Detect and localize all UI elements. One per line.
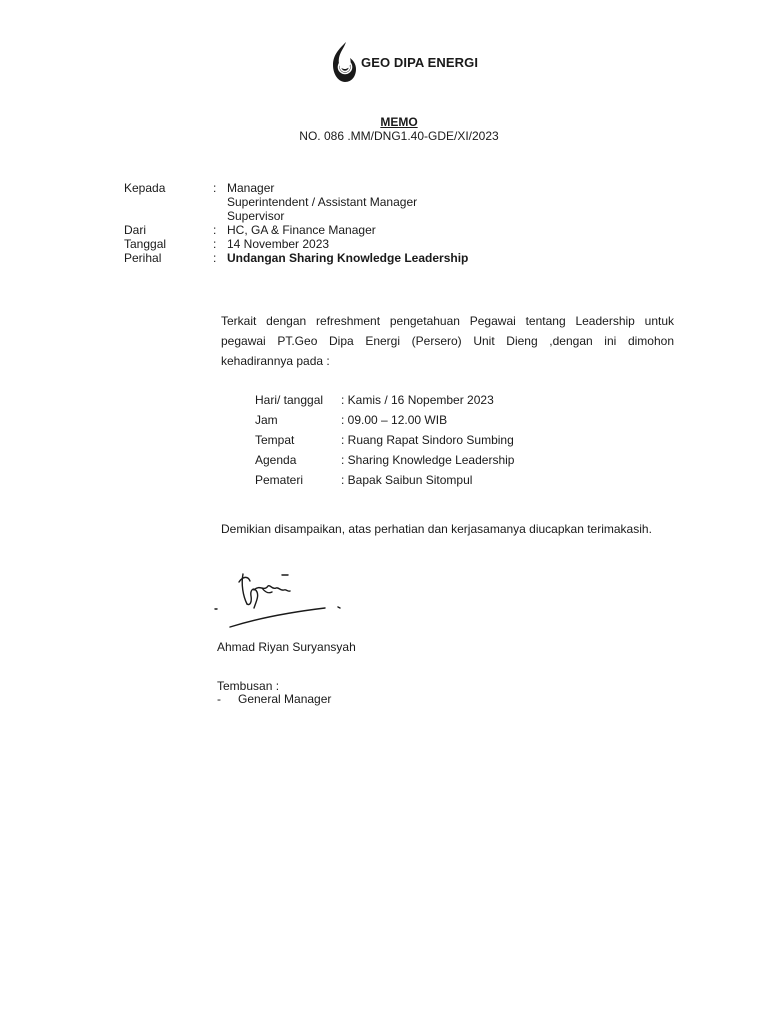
header-to-row-2 xyxy=(124,195,468,209)
detail-label: Pemateri xyxy=(255,473,304,487)
cc-label: Tembusan : xyxy=(217,679,280,693)
cc-dash: - xyxy=(217,692,221,706)
colon: : xyxy=(213,223,217,237)
colon: : xyxy=(213,181,217,195)
detail-label: Hari/ tanggal xyxy=(255,393,324,407)
handwritten-signature xyxy=(210,562,350,637)
memo-number: NO. 086 .MM/DNG1.40-GDE/XI/2023 xyxy=(299,129,499,143)
from-value: HC, GA & Finance Manager xyxy=(227,223,376,237)
geo-dipa-flame-logo-icon xyxy=(330,40,358,84)
detail-row-place xyxy=(255,430,514,450)
detail-row-time xyxy=(255,410,514,430)
header-date-row xyxy=(124,237,468,251)
colon: : xyxy=(213,251,217,265)
to-value-manager: Manager xyxy=(227,181,275,195)
signer-name: Ahmad Riyan Suryansyah xyxy=(217,640,356,654)
detail-value: : Ruang Rapat Sindoro Sumbing xyxy=(341,433,514,447)
closing-sentence: Demikian disampaikan, atas perhatian dan kerjasamanya diucapkan terimakasih. xyxy=(221,522,652,536)
header-subject-row xyxy=(124,251,468,265)
detail-value: : Bapak Saibun Sitompul xyxy=(341,473,473,487)
date-label: Tanggal xyxy=(124,237,167,251)
detail-label: Tempat xyxy=(255,433,295,447)
to-value-superintendent: Superintendent / Assistant Manager xyxy=(227,195,418,209)
detail-value: : 09.00 – 12.00 WIB xyxy=(341,413,448,427)
header-to-row xyxy=(124,181,468,195)
detail-row-date xyxy=(255,390,514,410)
memo-title: MEMO xyxy=(380,115,418,129)
cc-item-general-manager: General Manager xyxy=(238,692,332,706)
header-from-row xyxy=(124,223,468,237)
detail-row-agenda xyxy=(255,450,514,470)
subject-value: Undangan Sharing Knowledge Leadership xyxy=(227,251,469,265)
detail-value: : Sharing Knowledge Leadership xyxy=(341,453,515,467)
subject-label: Perihal xyxy=(124,251,162,265)
body-paragraph: Terkait dengan refreshment pengetahuan Pegawai tentang Leadership untuk pegawai PT.Geo Dipa Energi (Persero) Unit Dieng ,dengan ini dimohon kehadirannya pada : xyxy=(221,314,674,368)
from-label: Dari xyxy=(124,223,147,237)
detail-label: Agenda xyxy=(255,453,297,467)
detail-value: : Kamis / 16 Nopember 2023 xyxy=(341,393,494,407)
logo-text: GEO DIPA ENERGI xyxy=(361,54,479,70)
memo-header xyxy=(124,181,468,265)
event-details xyxy=(255,390,514,490)
colon: : xyxy=(213,237,217,251)
to-value-supervisor: Supervisor xyxy=(227,209,285,223)
header-to-row-3 xyxy=(124,209,468,223)
cc-item xyxy=(217,692,331,706)
to-label: Kepada xyxy=(124,181,166,195)
detail-label: Jam xyxy=(255,413,278,427)
company-logo xyxy=(330,40,478,84)
date-value: 14 November 2023 xyxy=(227,237,330,251)
detail-row-speaker xyxy=(255,470,514,490)
